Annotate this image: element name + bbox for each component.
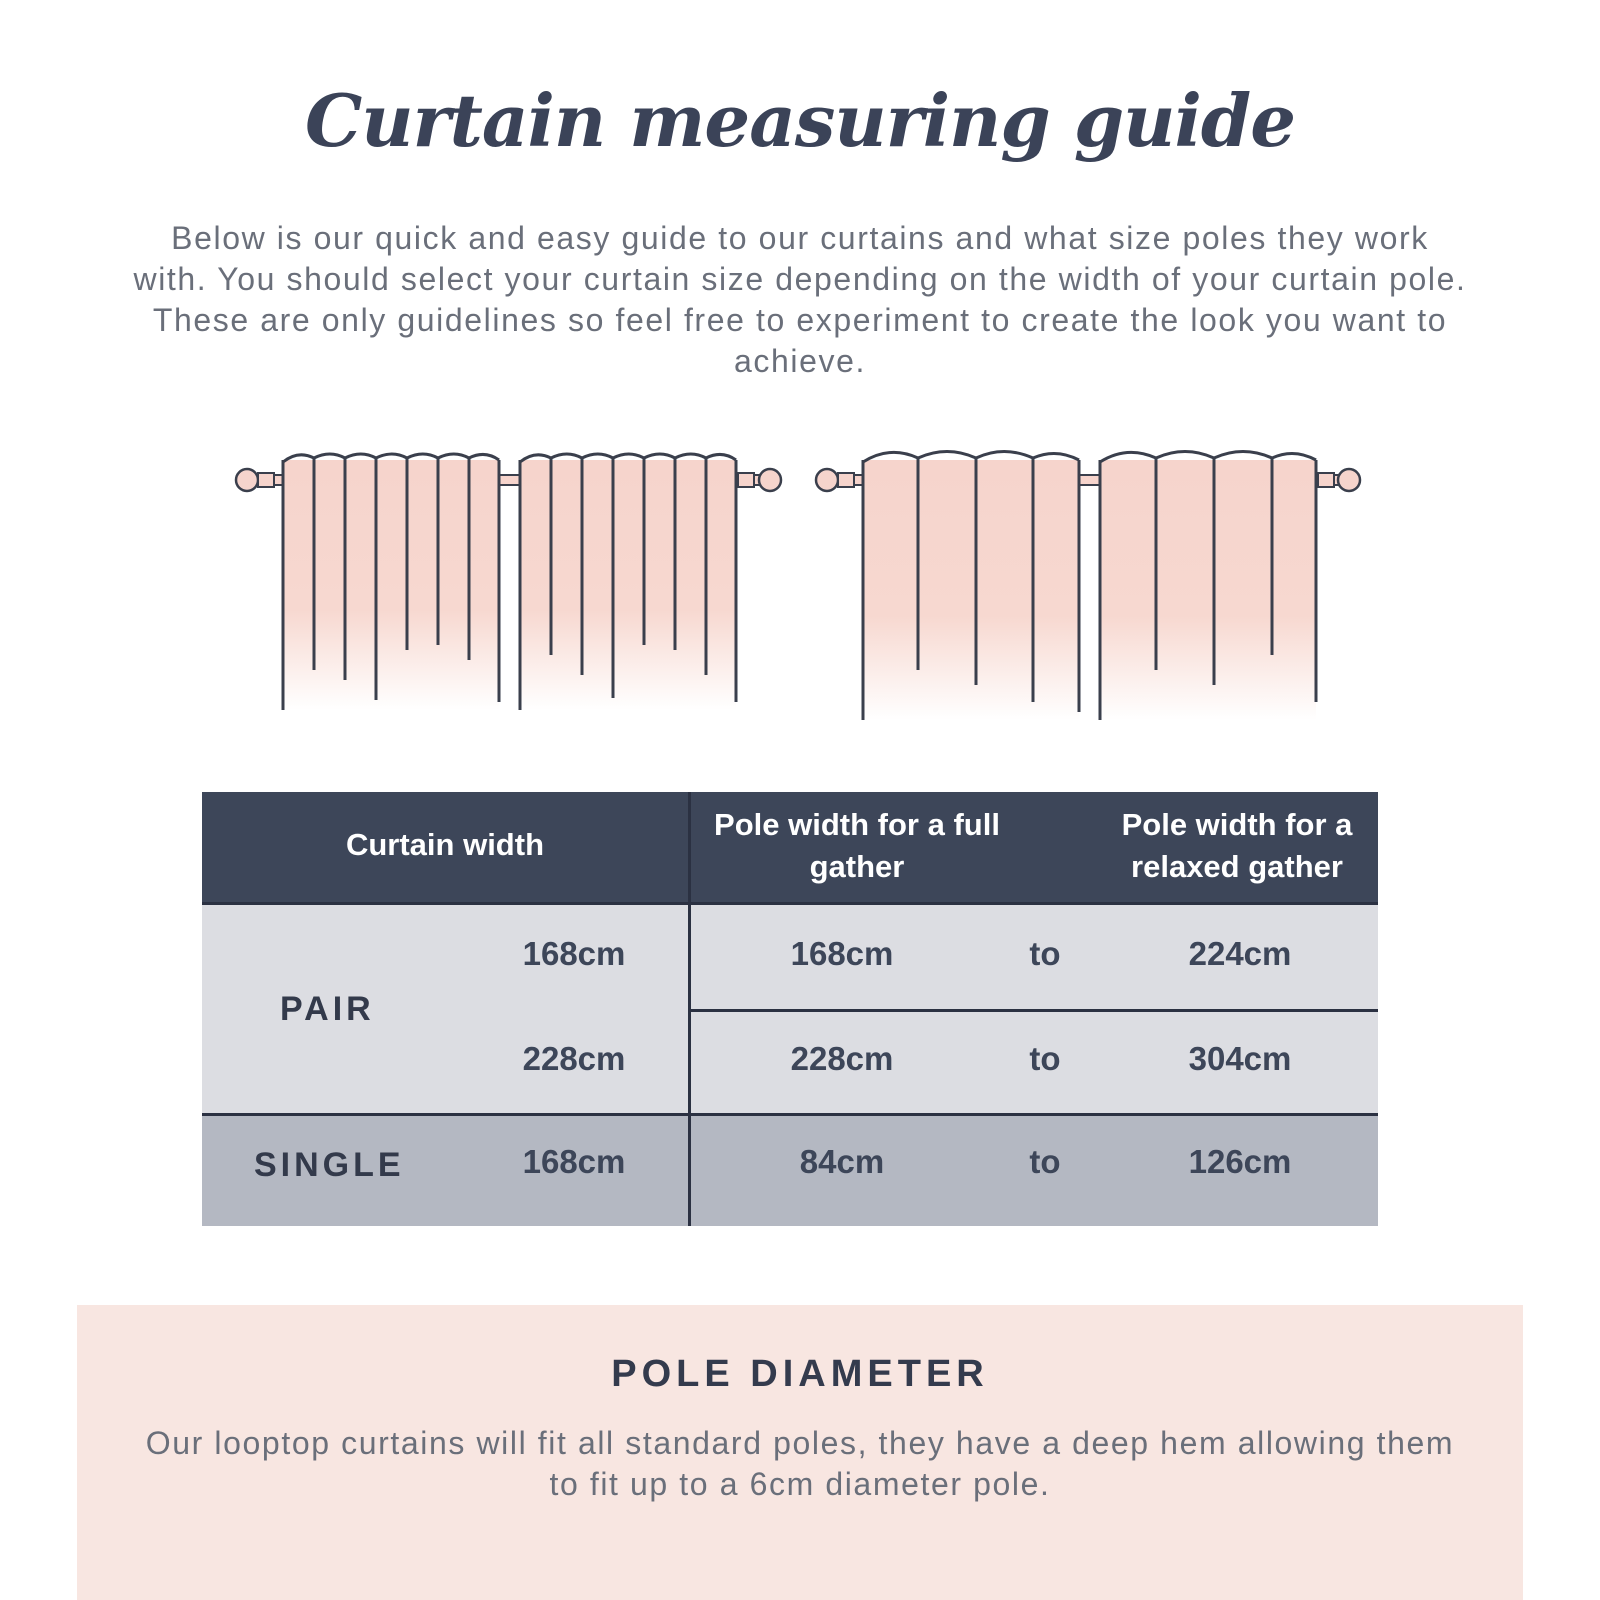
curtain-size-table [202, 792, 1378, 1226]
row2-curtain-width: 228cm [522, 1040, 626, 1077]
full-gather-curtain-icon [236, 454, 781, 710]
header-curtain-width: Curtain width [345, 827, 545, 862]
relaxed-gather-curtain-icon [816, 452, 1360, 721]
pole-diameter-text: Our looptop curtains will fit all standard poles, they have a deep hem allowing them to fit up to a 6cm diameter pole. [145, 1425, 1455, 1502]
pole-diameter-title: POLE DIAMETER [611, 1353, 989, 1395]
row2-to: to [1029, 1040, 1061, 1077]
row1-to: to [1029, 935, 1061, 972]
header-relaxed-gather: Pole width for a relaxed gather [1121, 807, 1353, 884]
page-title: Curtain measuring guide [304, 78, 1296, 163]
row1-curtain-width: 168cm [522, 935, 626, 972]
single-label: SINGLE [254, 1146, 405, 1184]
row3-relaxed-gather: 126cm [1188, 1143, 1292, 1180]
pair-label: PAIR [280, 990, 375, 1028]
row3-full-gather: 84cm [799, 1143, 885, 1180]
table-header [202, 792, 1378, 904]
row3-to: to [1029, 1143, 1061, 1180]
row2-full-gather: 228cm [790, 1040, 894, 1077]
pole-finial-left [236, 469, 258, 491]
header-full-gather: Pole width for a full gather [714, 807, 1000, 884]
curtain-illustration [0, 440, 1600, 720]
pole-diameter-section [77, 1305, 1523, 1600]
row1-relaxed-gather: 224cm [1188, 935, 1292, 972]
curtain-panel-left [863, 460, 1079, 720]
intro-text: Below is our quick and easy guide to our curtains and what size poles they work with. You should select your curtain size depending on the width of your curtain pole. These are only guidelines so feel free to experiment to create the look you want to achieve. [133, 220, 1467, 379]
row1-full-gather: 168cm [790, 935, 894, 972]
row3-curtain-width: 168cm [522, 1143, 626, 1180]
row2-relaxed-gather: 304cm [1188, 1040, 1292, 1077]
curtain-panel-right [1100, 460, 1316, 720]
pole-finial-right [759, 469, 781, 491]
